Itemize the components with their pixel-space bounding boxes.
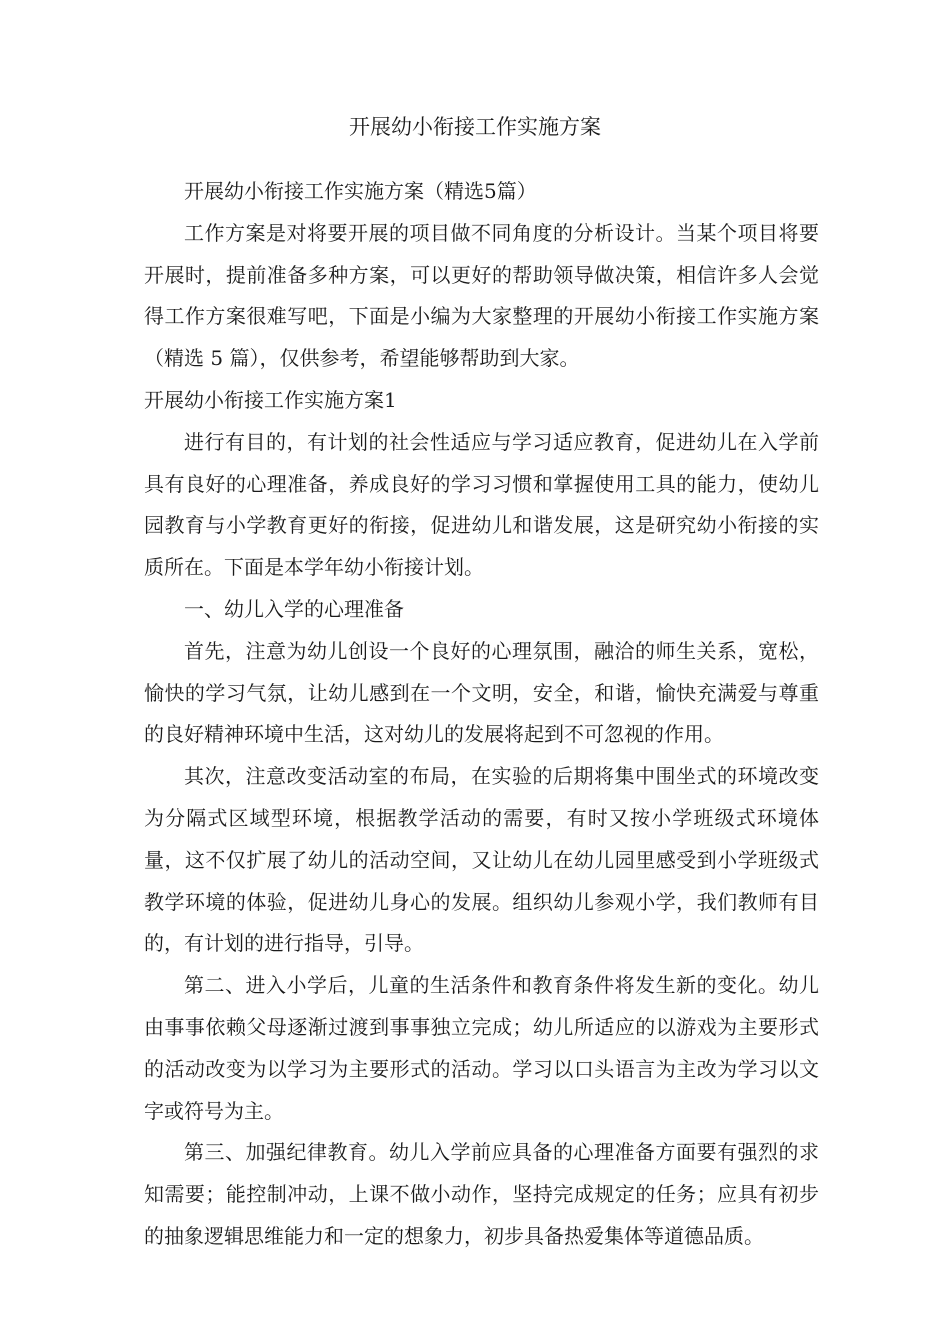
document-body	[144, 171, 819, 1258]
document-title: 开展幼小衔接工作实施方案	[349, 115, 601, 139]
paragraph-second: 其次，注意改变活动室的布局，在实验的后期将集中围坐式的环境改变为分隔式区域型环境，根据教学活动的需要，有时又按小学班级式环境体量，这不仅扩展了幼儿的活动空间，又让幼儿在幼儿园里感受到小学班级式教学环境的体验，促进幼儿身心的发展。组织幼儿参观小学，我们教师有目的，有计划的进行指导，引导。	[144, 764, 819, 956]
paragraph-purpose: 进行有目的，有计划的社会性适应与学习适应教育，促进幼儿在入学前具有良好的心理准备，养成良好的学习习惯和掌握使用工具的能力，使幼儿园教育与小学教育更好的衔接，促进幼儿和谐发展，这是研究幼小衔接的实质所在。下面是本学年幼小衔接计划。	[144, 429, 819, 580]
section-heading-plan-1: 开展幼小衔接工作实施方案1	[144, 387, 397, 412]
paragraph-intro: 工作方案是对将要开展的项目做不同角度的分析设计。当某个项目将要开展时，提前准备多种方案，可以更好的帮助领导做决策，相信许多人会觉得工作方案很难写吧，下面是小编为大家整理的开展幼小衔接工作实施方案（精选 5 篇），仅供参考，希望能够帮助到大家。	[144, 220, 819, 371]
subheading-psychological-preparation: 一、幼儿入学的心理准备	[184, 596, 404, 621]
paragraph-fourth: 第三、加强纪律教育。幼儿入学前应具备的心理准备方面要有强烈的求知需要；能控制冲动，上课不做小动作，坚持完成规定的任务；应具有初步的抽象逻辑思维能力和一定的想象力，初步具备热爱集体等道德品质。	[144, 1140, 819, 1248]
paragraph-intro-heading: 开展幼小衔接工作实施方案（精选5篇）	[184, 179, 537, 203]
paragraph-third: 第二、进入小学后，儿童的生活条件和教育条件将发生新的变化。幼儿由事事依赖父母逐渐过渡到事事独立完成；幼儿所适应的以游戏为主要形式的活动改变为以学习为主要形式的活动。学习以口头语言为主改为学习以文字或符号为主。	[144, 973, 819, 1123]
paragraph-first: 首先，注意为幼儿创设一个良好的心理氛围，融洽的师生关系，宽松，愉快的学习气氛，让幼儿感到在一个文明，安全，和谐，愉快充满爱与尊重的良好精神环境中生活，这对幼儿的发展将起到不可忽视的作用。	[144, 638, 819, 747]
